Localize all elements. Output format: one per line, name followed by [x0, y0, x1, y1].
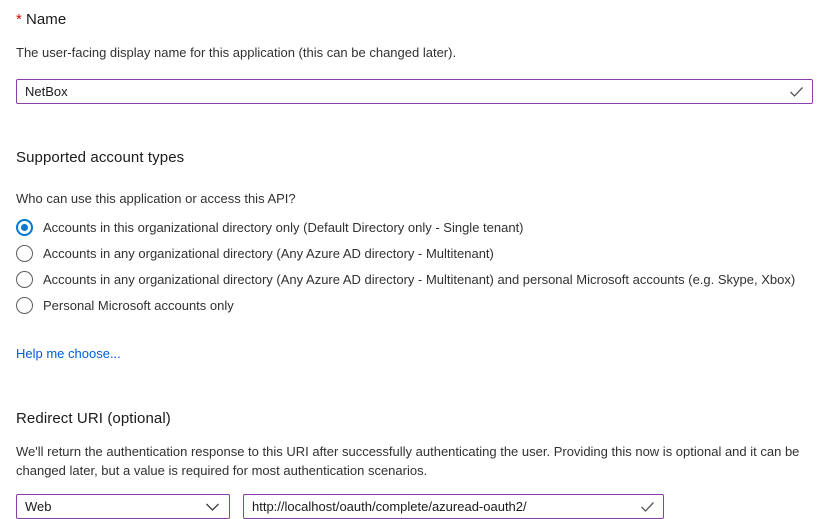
redirect-uri-input-container — [243, 494, 664, 519]
chevron-down-icon — [205, 502, 220, 511]
radio-option-label: Accounts in any organizational directory (Any Azure AD directory - Multitenant) — [43, 246, 494, 261]
required-asterisk: * — [16, 11, 22, 28]
account-types-radio-group — [16, 219, 813, 314]
radio-option-label: Accounts in any organizational directory (Any Azure AD directory - Multitenant) and personal Microsoft accounts (e.g. Skype, Xbox) — [43, 272, 796, 287]
radio-option-label: Personal Microsoft accounts only — [43, 298, 234, 313]
name-section-title-text: Name — [25, 11, 67, 28]
redirect-uri-input[interactable] — [243, 494, 664, 519]
radio-option-multitenant-personal[interactable] — [16, 271, 813, 288]
radio-option-multitenant[interactable] — [16, 245, 813, 262]
radio-button-icon[interactable] — [16, 271, 33, 288]
radio-button-icon[interactable] — [16, 219, 33, 236]
name-input-container — [16, 79, 813, 104]
name-section-title — [16, 10, 813, 30]
radio-button-icon[interactable] — [16, 245, 33, 262]
radio-option-personal-only[interactable] — [16, 297, 813, 314]
radio-option-label: Accounts in this organizational directory only (Default Directory only - Single tenant) — [43, 220, 524, 235]
help-me-choose-link[interactable]: Help me choose... — [16, 346, 121, 361]
redirect-uri-row — [16, 494, 813, 519]
radio-button-icon[interactable] — [16, 297, 33, 314]
redirect-uri-section-title: Redirect URI (optional) — [16, 410, 171, 427]
account-types-section-title: Supported account types — [16, 149, 185, 166]
name-description: The user-facing display name for this application (this can be changed later). — [16, 45, 457, 60]
radio-option-single-tenant[interactable] — [16, 219, 813, 236]
redirect-uri-description: We'll return the authentication response to this URI after successfully authenticating the user. Providing this now is optional and it can be changed later, but a value is required for most authentication scenarios. — [16, 444, 800, 478]
account-types-question: Who can use this application or access this API? — [16, 191, 296, 206]
platform-select-dropdown[interactable] — [16, 494, 230, 519]
name-input[interactable] — [16, 79, 813, 104]
platform-select-value: Web — [25, 499, 52, 514]
